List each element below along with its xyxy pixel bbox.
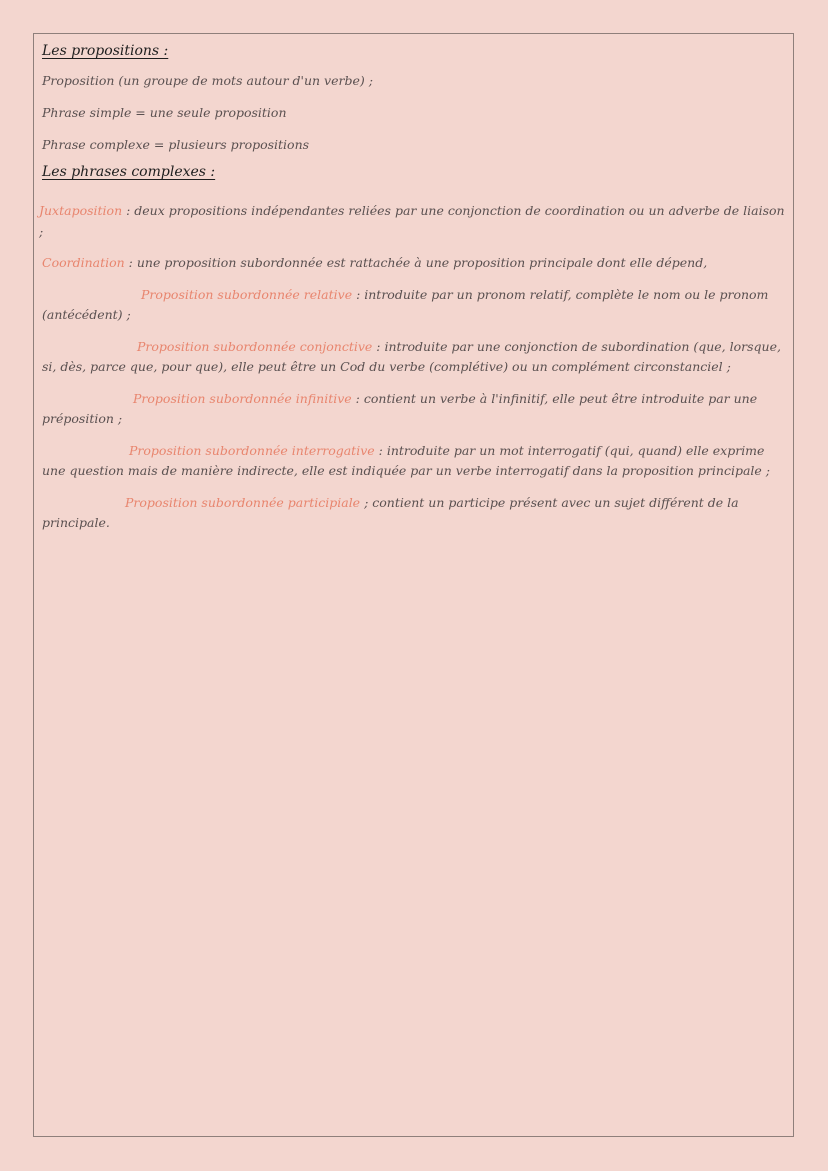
section-title-phrases-complexes: Les phrases complexes : bbox=[42, 164, 216, 180]
term-description: : introduite par un pronom relatif, complète le nom ou le pronom (antécédent) ; bbox=[42, 286, 769, 322]
list-item bbox=[39, 201, 790, 242]
term-description: : deux propositions indépendantes reliées par une conjonction de coordination ou un adverbe de liaison ; bbox=[39, 203, 785, 239]
term-description: : introduite par une conjonction de subordination (que, lorsque, si, dès, parce que, pour que), elle peut être un Cod du verbe (complétive) ou un complément circonstanciel ; bbox=[42, 338, 781, 374]
term-conjonctive: Proposition subordonnée conjonctive bbox=[137, 338, 373, 354]
term-description: : introduite par un mot interrogatif (qui, quand) elle exprime une question mais de manière indirecte, elle est indiquée par un verbe interrogatif dans la proposition principale ; bbox=[42, 442, 770, 478]
term-juxtaposition: Juxtaposition bbox=[39, 203, 123, 218]
list-item bbox=[42, 441, 790, 482]
document-content bbox=[39, 40, 790, 534]
term-participiale: Proposition subordonnée participiale bbox=[125, 494, 361, 510]
list-item bbox=[42, 337, 790, 378]
list-item bbox=[42, 493, 790, 534]
list-item bbox=[42, 389, 790, 430]
term-interrogative: Proposition subordonnée interrogative bbox=[129, 442, 375, 458]
section-title-propositions: Les propositions : bbox=[42, 43, 169, 59]
term-relative: Proposition subordonnée relative bbox=[141, 286, 353, 302]
term-description: : une proposition subordonnée est rattachée à une proposition principale dont elle dépend, bbox=[124, 255, 708, 270]
term-description: ; contient un participe présent avec un sujet différent de la principale. bbox=[42, 494, 739, 530]
definition-line: Proposition (un groupe de mots autour d'un verbe) ; bbox=[42, 73, 373, 88]
term-infinitive: Proposition subordonnée infinitive bbox=[133, 390, 352, 406]
term-description: : contient un verbe à l'infinitif, elle peut être introduite par une préposition ; bbox=[42, 390, 758, 426]
list-item bbox=[42, 253, 790, 274]
term-coordination: Coordination bbox=[42, 255, 125, 270]
definition-line: Phrase complexe = plusieurs propositions bbox=[42, 137, 310, 152]
list-item bbox=[42, 285, 790, 326]
definition-line: Phrase simple = une seule proposition bbox=[42, 105, 287, 120]
